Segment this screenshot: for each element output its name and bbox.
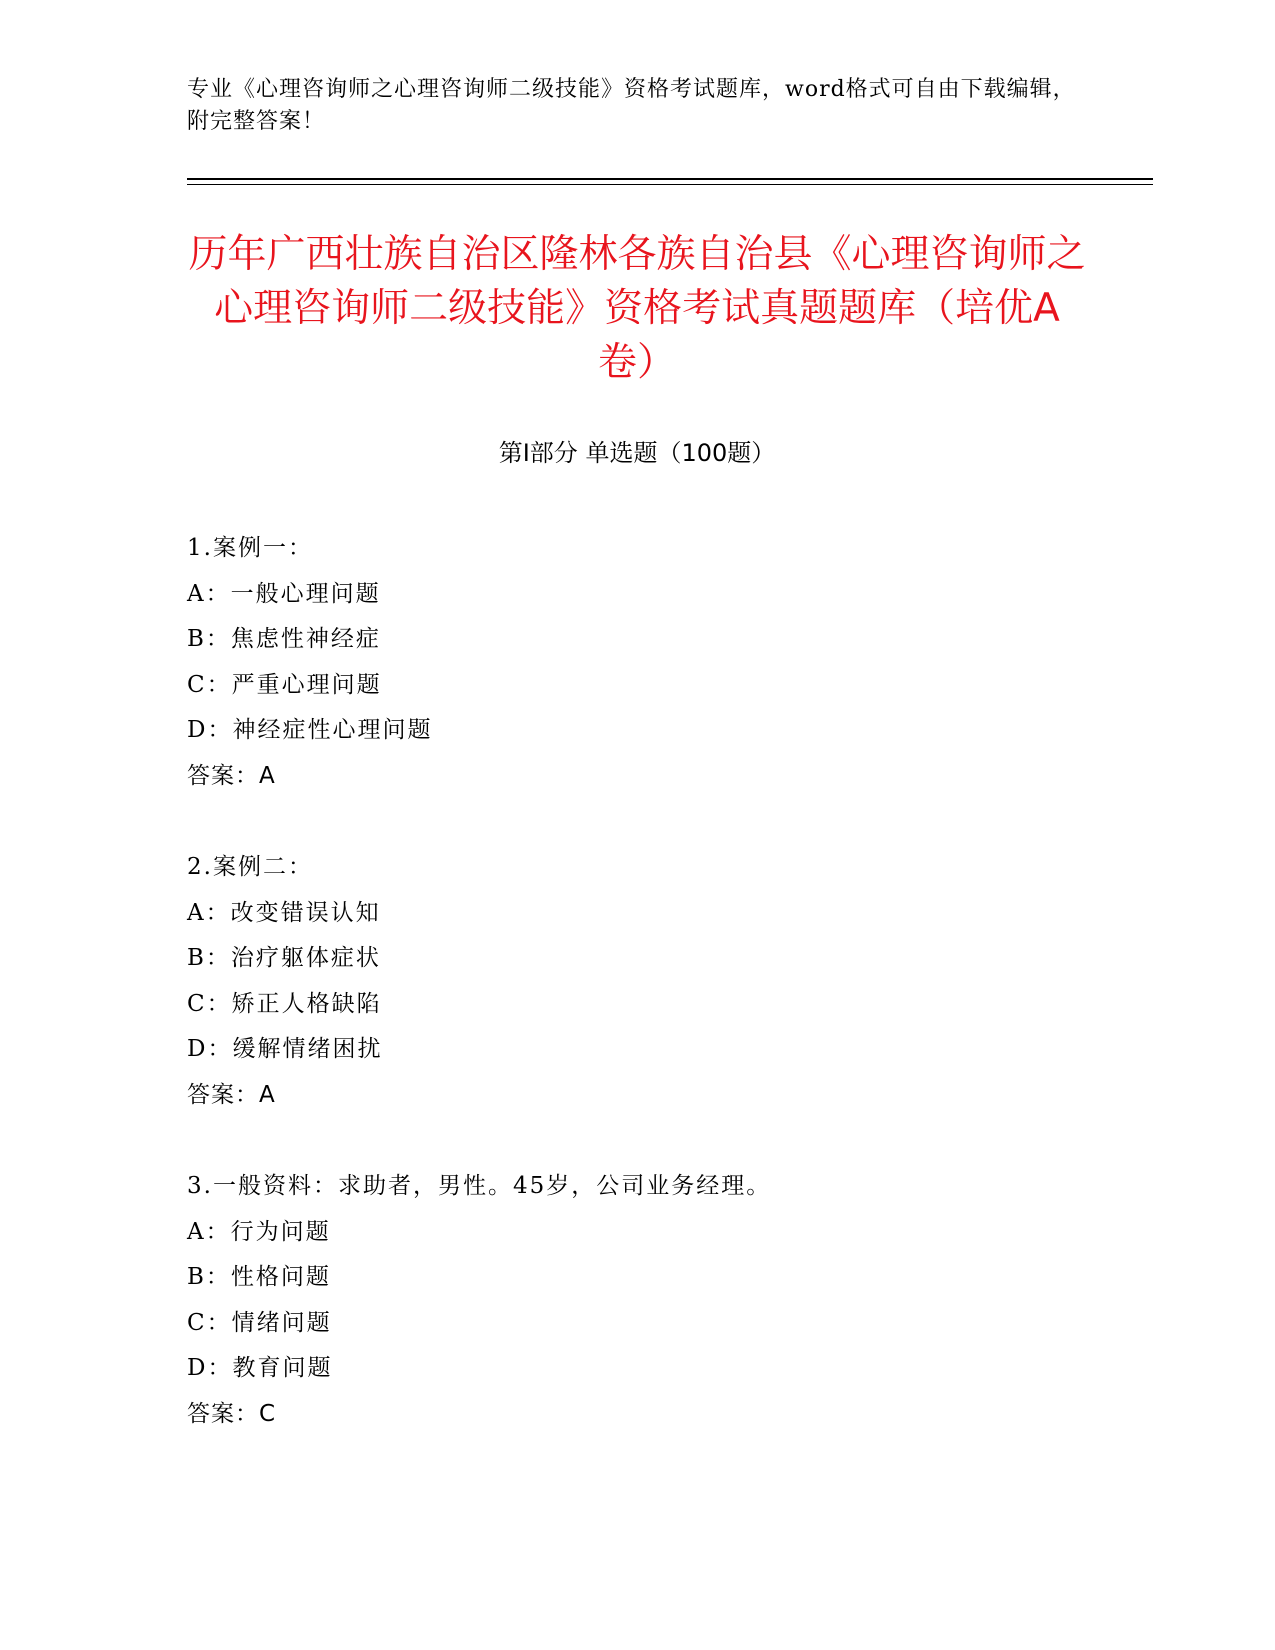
question-2 (187, 845, 1153, 1118)
option-a: A：行为问题 (187, 1218, 331, 1245)
question-stem: 1.案例一： (187, 535, 313, 561)
option-a: A：一般心理问题 (187, 580, 381, 607)
question-1 (187, 526, 1153, 799)
option-c: C：情绪问题 (187, 1309, 332, 1336)
option-d: D：神经症性心理问题 (187, 717, 433, 743)
document-title: 历年广西壮族自治区隆林各族自治县《心理咨询师之心理咨询师二级技能》资格考试真题题库（培优A卷） (188, 232, 1086, 385)
answer: 答案：A (187, 762, 276, 789)
answer: 答案：A (187, 1081, 276, 1108)
option-a: A：改变错误认知 (187, 899, 381, 926)
question-stem: 3.一般资料：求助者，男性。45岁，公司业务经理。 (187, 1173, 772, 1199)
option-b: B：焦虑性神经症 (187, 626, 381, 652)
option-b: B：性格问题 (187, 1264, 331, 1290)
option-c: C：严重心理问题 (187, 671, 382, 698)
question-list (187, 526, 1153, 1483)
question-stem: 2.案例二： (187, 854, 313, 880)
option-b: B：治疗躯体症状 (187, 945, 381, 971)
header-divider-thin (187, 184, 1153, 185)
header-note: 专业《心理咨询师之心理咨询师二级技能》资格考试题库，word格式可自由下载编辑，附完整答案！ (187, 77, 1076, 134)
option-d: D：教育问题 (187, 1355, 333, 1381)
section-heading: 第I部分 单选题（100题） (498, 439, 776, 467)
header-divider (187, 178, 1153, 180)
option-d: D：缓解情绪困扰 (187, 1036, 383, 1062)
option-c: C：矫正人格缺陷 (187, 990, 382, 1017)
answer: 答案：C (187, 1400, 277, 1427)
question-3 (187, 1164, 1153, 1437)
